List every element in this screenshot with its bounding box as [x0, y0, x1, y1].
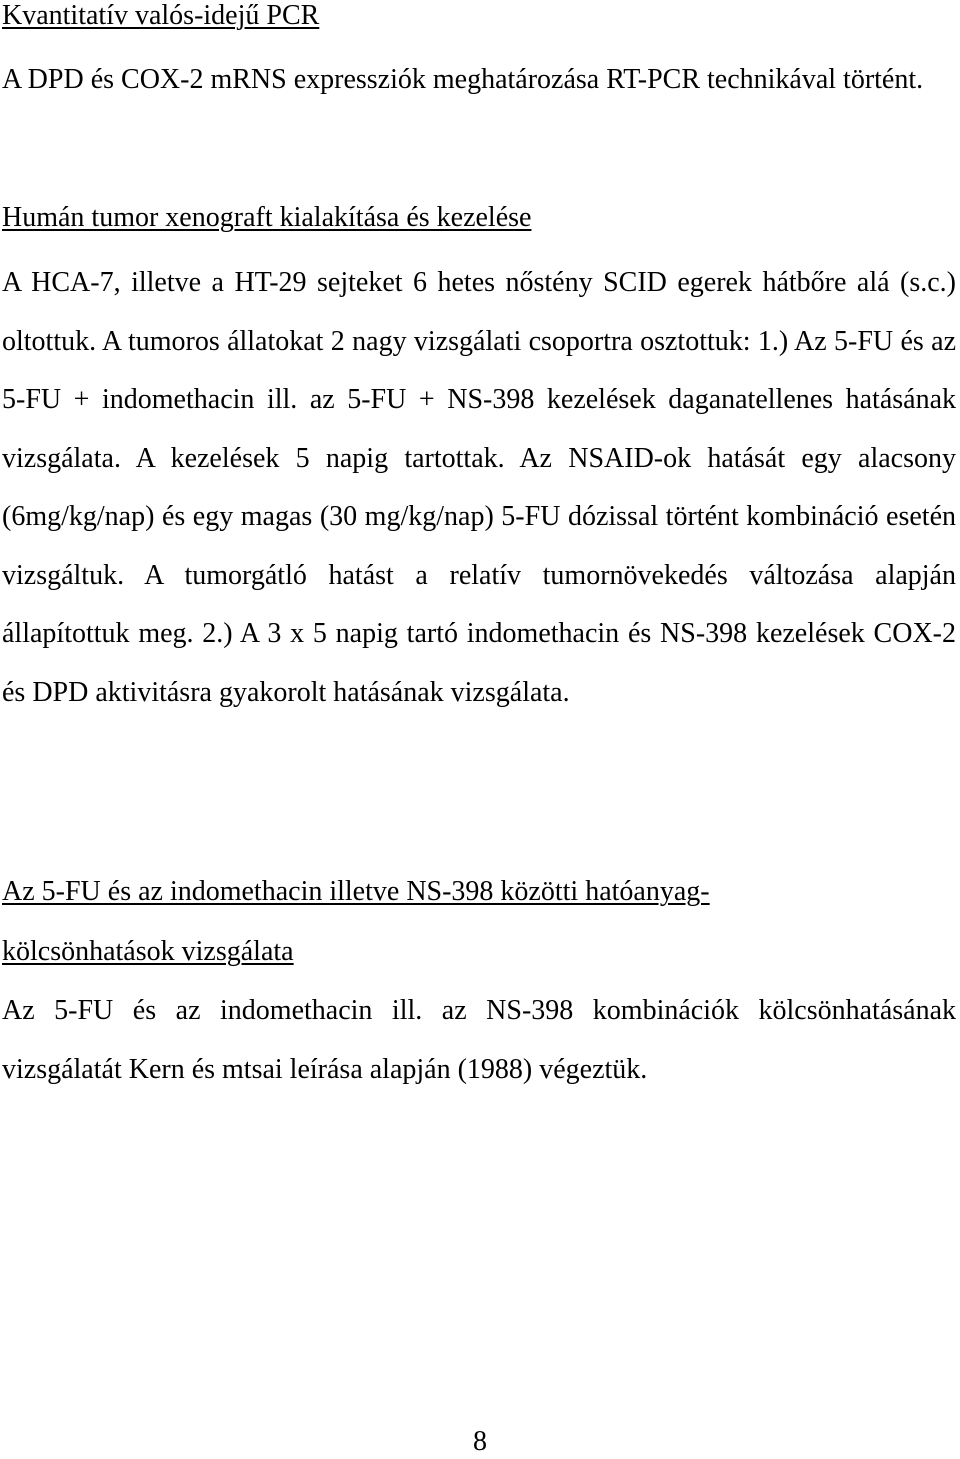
section-heading	[2, 862, 956, 982]
section-xenograft	[2, 202, 956, 722]
page-number: 8	[473, 1426, 487, 1457]
section-paragraph: A DPD és COX-2 mRNS expressziók meghatározása RT-PCR technikával történt.	[2, 64, 924, 95]
section-kvantitativ-pcr	[2, 0, 956, 110]
section-heading-line2: kölcsönhatások vizsgálata	[2, 936, 294, 967]
section-heading-line1: Az 5-FU és az indomethacin illetve NS-398 közötti hatóanyag-	[2, 876, 710, 907]
section-heading: Kvantitatív valós-idejű PCR	[2, 0, 320, 31]
section-heading: Humán tumor xenograft kialakítása és kezelése	[2, 202, 532, 233]
section-interaction	[2, 876, 956, 1099]
section-paragraph: Az 5-FU és az indomethacin ill. az NS-398 kombinációk kölcsönhatásának vizsgálatát Kern és mtsai leírása alapján (1988) végeztük.	[2, 995, 956, 1085]
section-paragraph: A HCA-7, illetve a HT-29 sejteket 6 hetes nőstény SCID egerek hátbőre alá (s.c.) oltottuk. A tumoros állatokat 2 nagy vizsgálati csoportra osztottuk: 1.) Az 5-FU és az 5-FU + indomethacin ill. az 5-FU + NS-398 kezelések daganatellenes hatásának vizsgálata. A kezelések 5 napig tartottak. Az NSAID-ok hatását egy alacsony (6mg/kg/nap) és egy magas (30 mg/kg/nap) 5-FU dózissal történt kombináció esetén vizsgáltuk. A tumorgátló hatást a relatív tumornövekedés változása alapján állapítottuk meg. 2.) A 3 x 5 napig tartó indomethacin és NS-398 kezelések COX-2 és DPD aktivitásra gyakorolt hatásának vizsgálata.	[2, 267, 956, 708]
